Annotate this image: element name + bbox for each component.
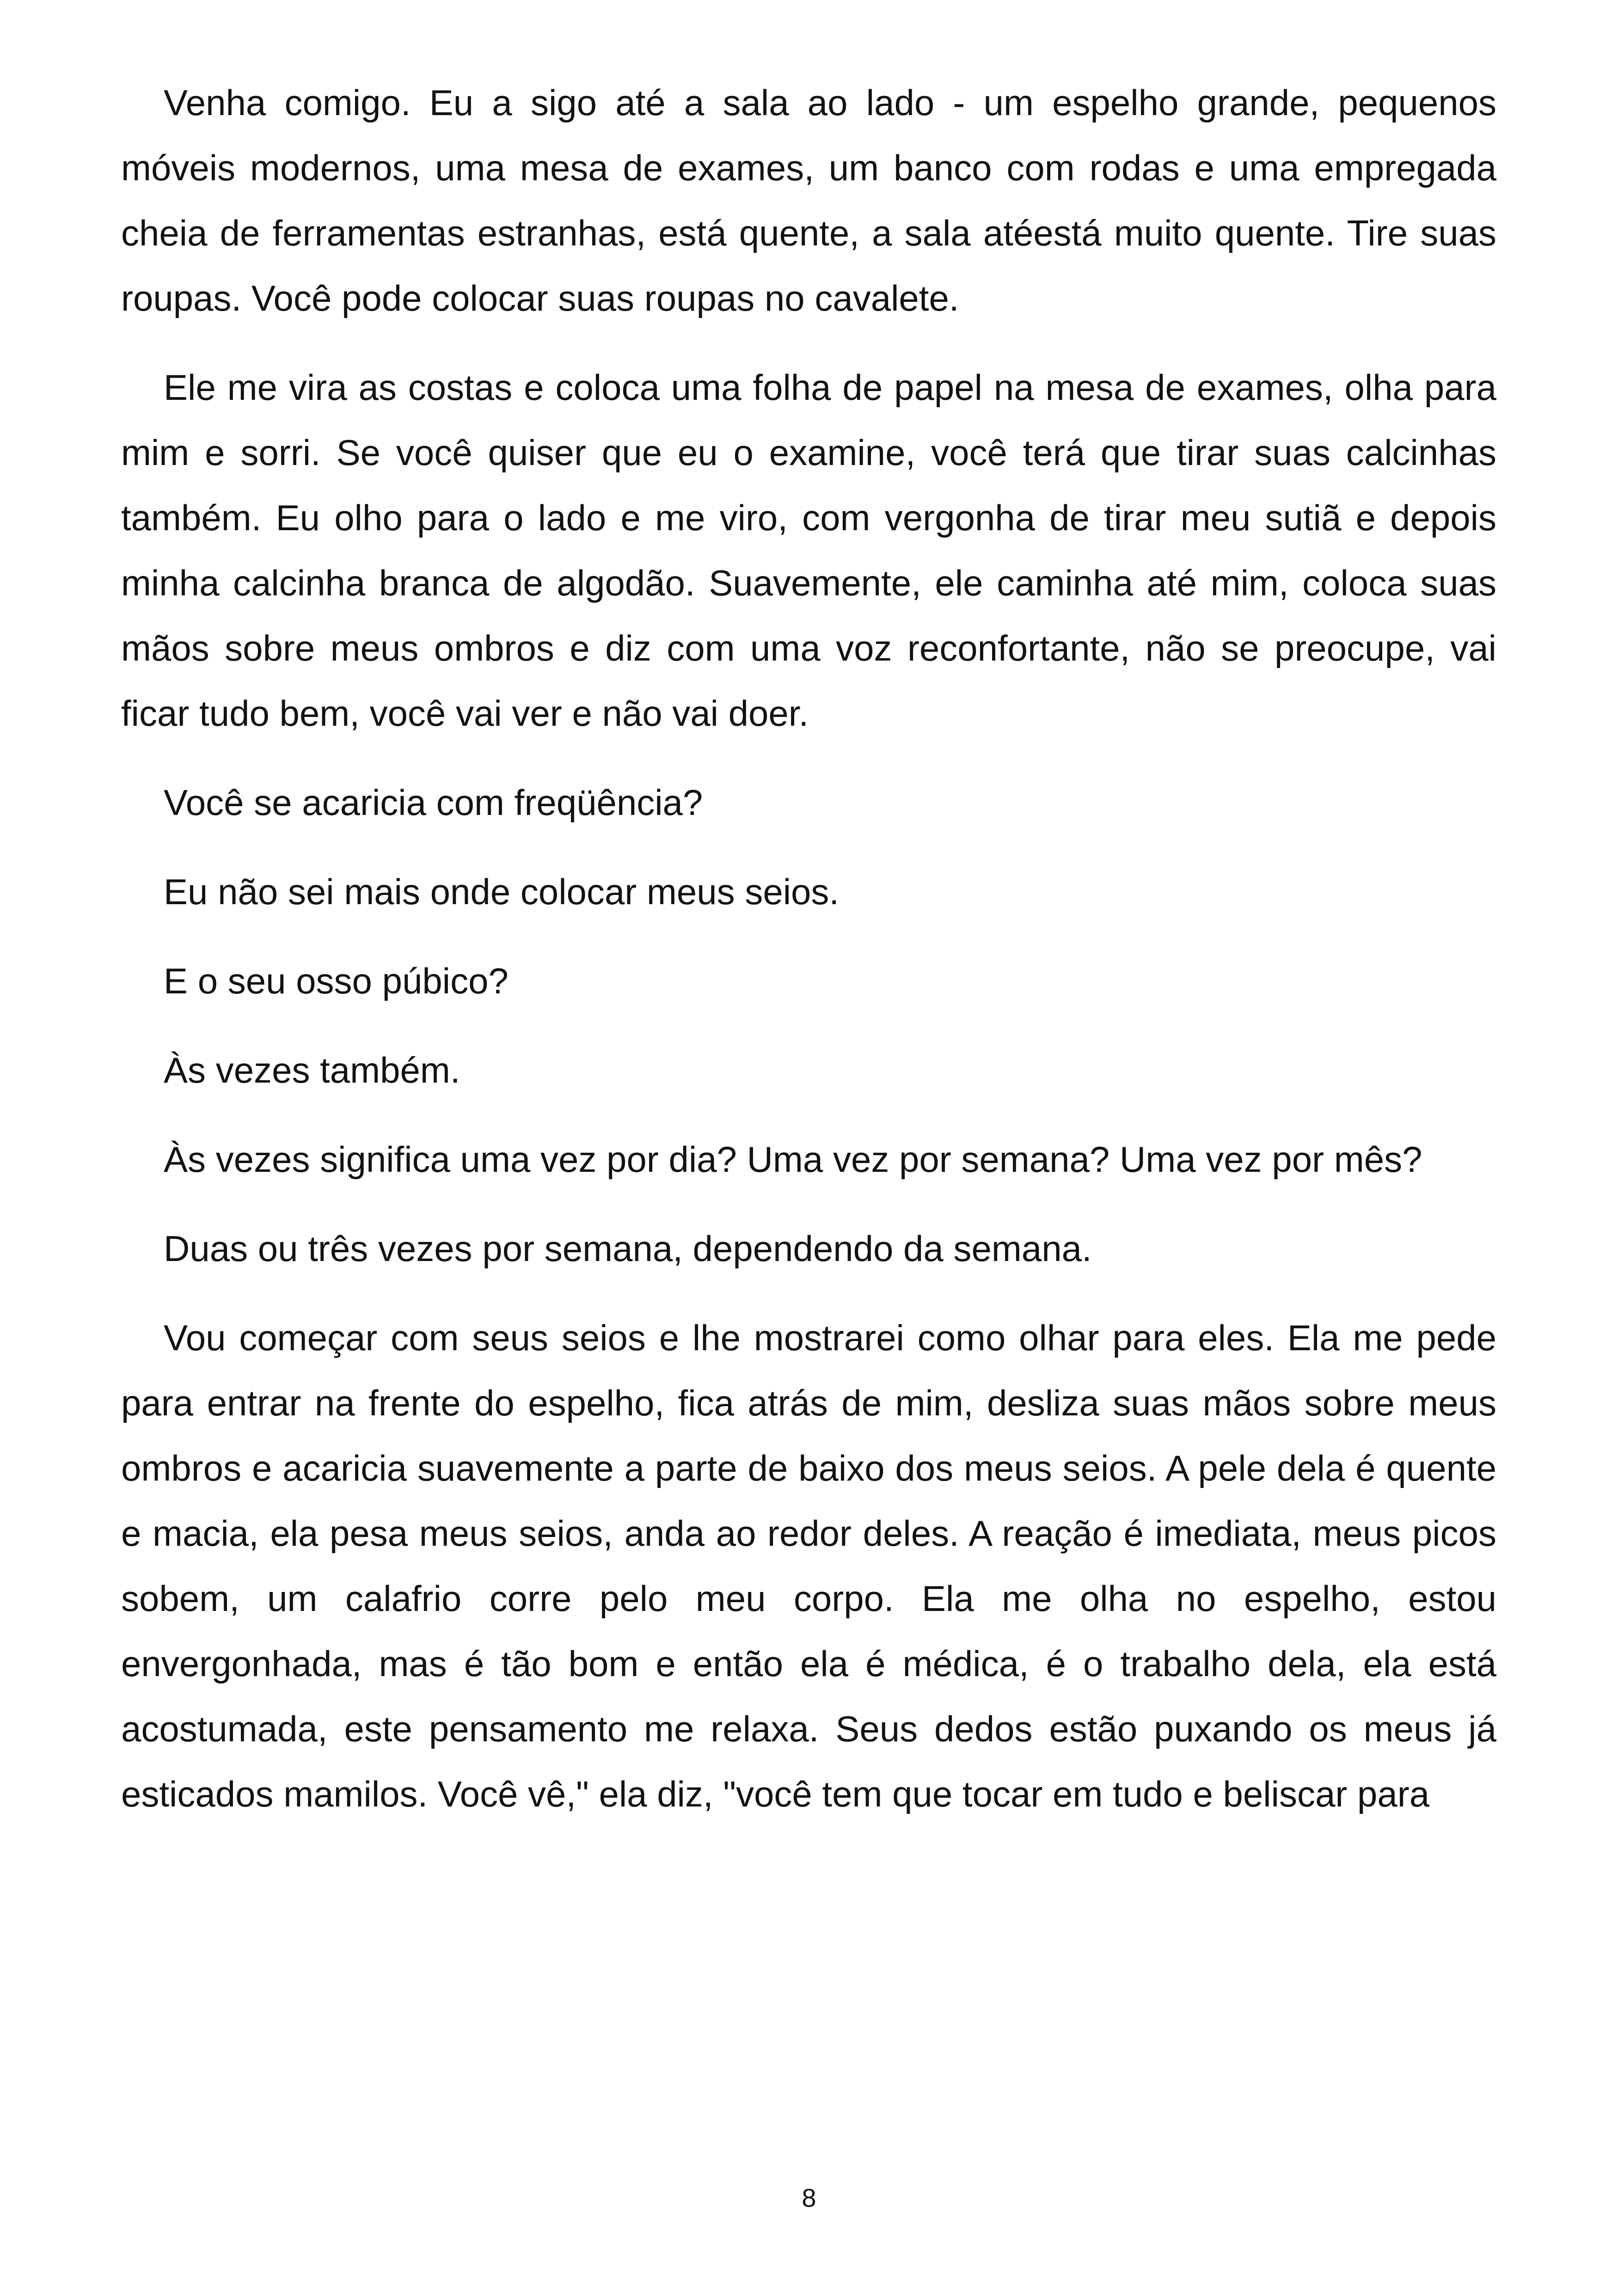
paragraph-3: Você se acaricia com freqüência? <box>164 782 703 823</box>
paragraph-9: Vou começar com seus seios e lhe mostrarei como olhar para eles. Ela me pede para entrar na frente do espelho, fica atrás de mim, desliza suas mãos sobre meus ombros e acaricia suavemente a parte de baixo dos meus seios. A pele dela é quente e macia, ela pesa meus seios, anda ao redor deles. A reação é imediata, meus picos sobem, um calafrio corre pelo meu corpo. Ela me olha no espelho, estou envergonhada, mas é tão bom e então ela é médica, é o trabalho dela, ela está acostumada, este pensamento me relaxa. Seus dedos estão puxando os meus já esticados mamilos. Você vê," ela diz, "você tem que tocar em tudo e beliscar para <box>121 1317 1496 1814</box>
paragraph-4: Eu não sei mais onde colocar meus seios. <box>164 871 840 912</box>
paragraph-7: Às vezes significa uma vez por dia? Uma vez por semana? Uma vez por mês? <box>164 1139 1422 1180</box>
paragraph-2: Ele me vira as costas e coloca uma folha de papel na mesa de exames, olha para mim e sorri. Se você quiser que eu o examine, você terá que tirar suas calcinhas também. Eu olho para o lado e me viro, com vergonha de tirar meu sutiã e depois minha calcinha branca de algodão. Suavemente, ele caminha até mim, coloca suas mãos sobre meus ombros e diz com uma voz reconfortante, não se preocupe, vai ficar tudo bem, você vai ver e não vai doer. <box>121 367 1496 734</box>
paragraph-1: Venha comigo. Eu a sigo até a sala ao lado - um espelho grande, pequenos móveis modernos, uma mesa de exames, um banco com rodas e uma empregada cheia de ferramentas estranhas, está quente, a sala atéestá muito quente. Tire suas roupas. Você pode colocar suas roupas no cavalete. <box>121 82 1496 318</box>
paragraph-5: E o seu osso púbico? <box>164 961 509 1001</box>
page-number: 8 <box>802 2183 816 2212</box>
paragraph-8: Duas ou três vezes por semana, dependendo da semana. <box>164 1228 1092 1269</box>
body-text <box>121 70 1496 1851</box>
paragraph-6: Às vezes também. <box>164 1050 460 1090</box>
